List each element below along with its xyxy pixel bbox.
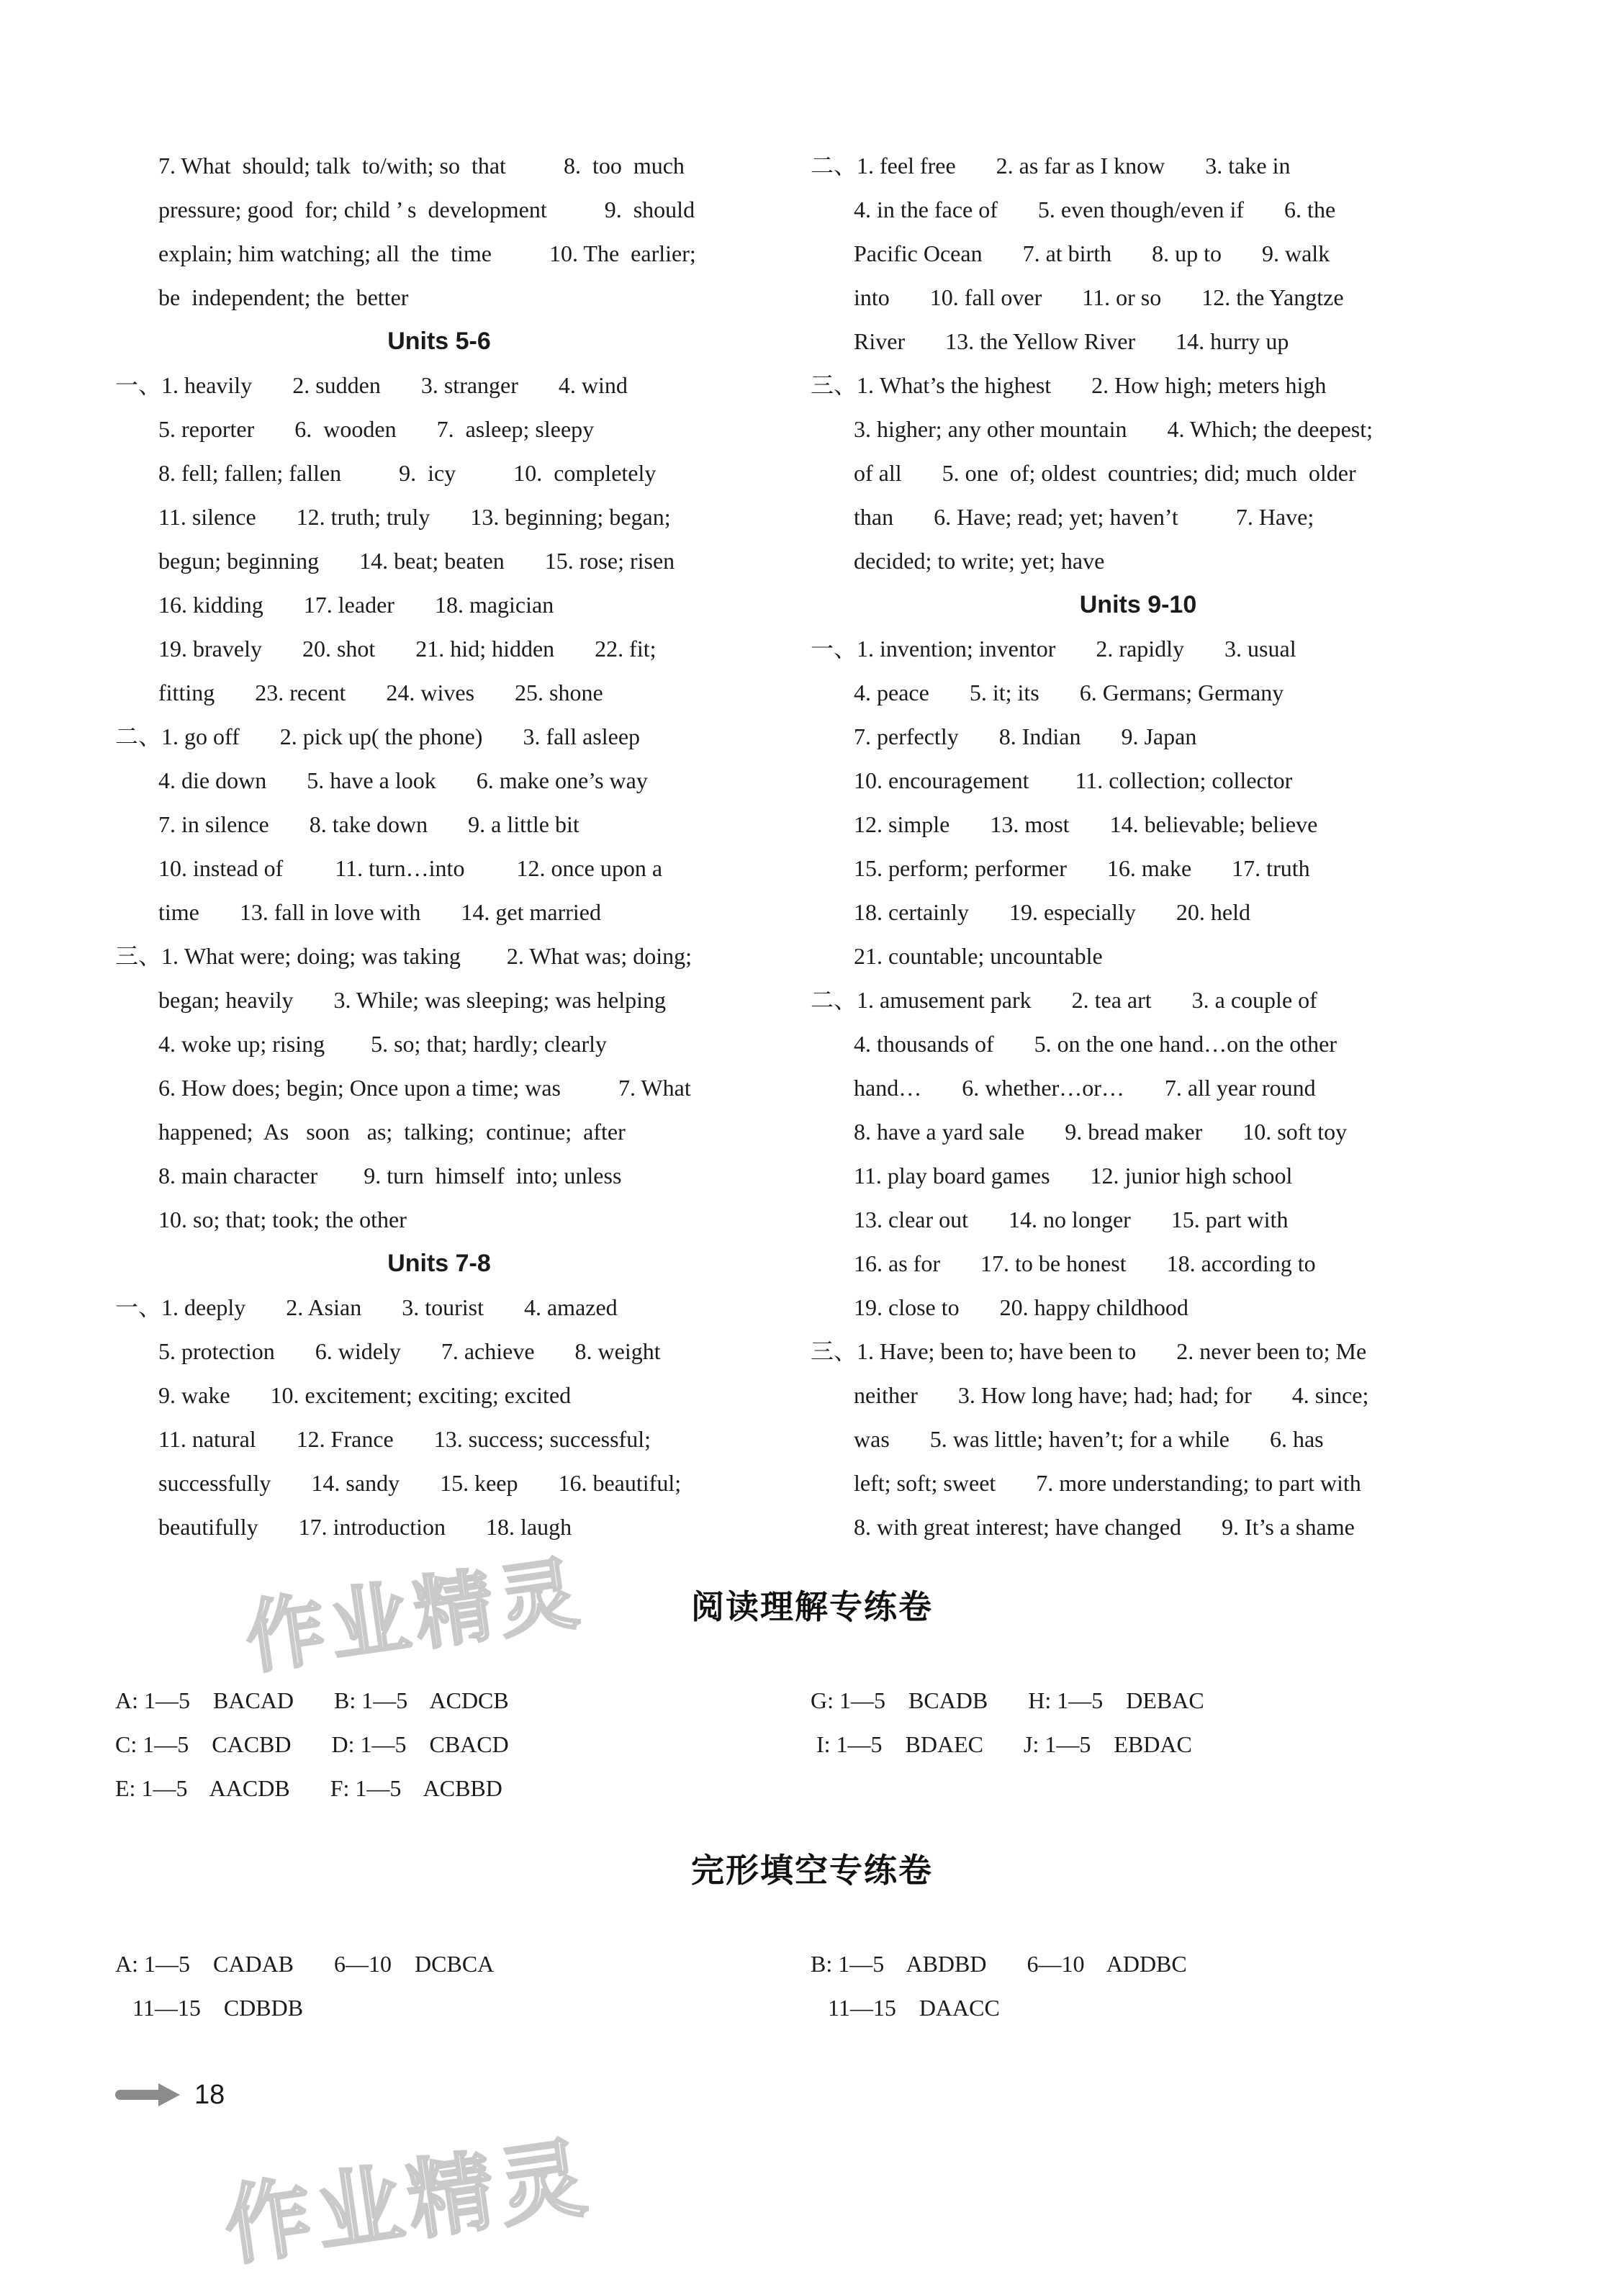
answer-line: 7. What should; talk to/with; so that 8. too much [158, 153, 685, 179]
answer-line: into 10. fall over 11. or so 12. the Yangtze [854, 284, 1344, 310]
answer-line: 三、1. What were; doing; was taking 2. What was; doing; [115, 943, 693, 969]
answer-line: time 13. fall in love with 14. get married [158, 899, 601, 925]
answer-line: 15. perform; performer 16. make 17. truth [854, 855, 1310, 881]
watermark-logo: 作业精灵 [240, 1546, 590, 1685]
answer-line: 6. How does; begin; Once upon a time; was 7. What [158, 1075, 691, 1101]
cloze-section-title: 完形填空专练卷 [691, 1851, 933, 1890]
answer-line: 一、1. deeply 2. Asian 3. tourist 4. amazed [115, 1294, 618, 1320]
answer-line: 12. simple 13. most 14. believable; believe [854, 811, 1318, 837]
answer-line: 8. fell; fallen; fallen 9. icy 10. completely [158, 460, 657, 486]
answer-line: 4. in the face of 5. even though/even if 6. the [854, 197, 1336, 222]
answer-line: 7. in silence 8. take down 9. a little bit [158, 811, 579, 837]
answer-line: 三、1. Have; been to; have been to 2. never been to; Me [811, 1338, 1367, 1364]
reading-answer-row: G: 1—5 BCADB H: 1—5 DEBAC [811, 1687, 1204, 1713]
answer-line: 一、1. invention; inventor 2. rapidly 3. usual [811, 636, 1296, 662]
cloze-answer-row: 11—15 DAACC [811, 1995, 1000, 2021]
unit-heading: Units 7-8 [387, 1250, 491, 1277]
answer-line: successfully 14. sandy 15. keep 16. beautiful; [158, 1470, 682, 1496]
answer-line: 3. higher; any other mountain 4. Which; the deepest; [854, 416, 1373, 442]
answer-line: 二、1. feel free 2. as far as I know 3. take in [811, 153, 1291, 179]
answer-line: 19. close to 20. happy childhood [854, 1294, 1188, 1320]
answer-line: 5. reporter 6. wooden 7. asleep; sleepy [158, 416, 595, 442]
answer-line: 16. kidding 17. leader 18. magician [158, 592, 554, 618]
watermark-logo-bottom: 作业精灵 [218, 2127, 598, 2278]
answer-line: fitting 23. recent 24. wives 25. shone [158, 680, 603, 705]
answer-line: 10. encouragement 11. collection; collector [854, 767, 1293, 793]
cloze-answer-row: B: 1—5 ABDBD 6—10 ADDBC [811, 1951, 1187, 1977]
answer-line: 8. main character 9. turn himself into; unless [158, 1163, 622, 1189]
answer-line: 二、1. go off 2. pick up( the phone) 3. fall asleep [115, 723, 641, 749]
answer-line: 11. natural 12. France 13. success; successful; [158, 1426, 651, 1452]
answer-line: of all 5. one of; oldest countries; did; much older [854, 460, 1356, 486]
answer-line: 19. bravely 20. shot 21. hid; hidden 22. fit; [158, 636, 657, 662]
reading-answer-row: E: 1—5 AACDB F: 1—5 ACBBD [115, 1775, 502, 1801]
answer-line: River 13. the Yellow River 14. hurry up [854, 328, 1289, 354]
answer-line: 13. clear out 14. no longer 15. part with [854, 1207, 1289, 1232]
answer-line: 8. have a yard sale 9. bread maker 10. soft toy [854, 1119, 1348, 1145]
answer-line: Pacific Ocean 7. at birth 8. up to 9. walk [854, 240, 1330, 266]
answer-line: 三、1. What’s the highest 2. How high; meters high [811, 372, 1327, 398]
answer-line: happened; As soon as; talking; continue; after [158, 1119, 626, 1145]
answer-line: 21. countable; uncountable [854, 943, 1103, 969]
answer-line: 二、1. amusement park 2. tea art 3. a couple of [811, 987, 1317, 1013]
answer-line: explain; him watching; all the time 10. The earlier; [158, 240, 696, 266]
answer-line: than 6. Have; read; yet; haven’t 7. Have; [854, 504, 1314, 530]
answer-line: 11. play board games 12. junior high school [854, 1163, 1293, 1189]
answer-line: 10. so; that; took; the other [158, 1207, 407, 1232]
answer-line: 7. perfectly 8. Indian 9. Japan [854, 723, 1197, 749]
answer-line: 10. instead of 11. turn…into 12. once upon a [158, 855, 663, 881]
answer-line: 5. protection 6. widely 7. achieve 8. weight [158, 1338, 661, 1364]
cloze-answer-row: 11—15 CDBDB [115, 1995, 304, 2021]
page-number-block [115, 2073, 225, 2116]
answer-line: pressure; good for; child ’ s development 9. should [158, 197, 695, 222]
right-answer-column [811, 144, 1466, 1549]
answer-line: 4. peace 5. it; its 6. Germans; Germany [854, 680, 1284, 705]
cloze-answer-row: A: 1—5 CADAB 6—10 DCBCA [115, 1951, 495, 1977]
answer-line: 4. die down 5. have a look 6. make one’s way [158, 767, 648, 793]
reading-answer-row: A: 1—5 BACAD B: 1—5 ACDCB [115, 1687, 509, 1713]
answer-line: hand… 6. whether…or… 7. all year round [854, 1075, 1316, 1101]
page-number: 18 [194, 2079, 225, 2110]
answer-line: 4. thousands of 5. on the one hand…on the other [854, 1031, 1337, 1057]
left-answer-column [115, 144, 763, 1549]
answer-line: 18. certainly 19. especially 20. held [854, 899, 1250, 925]
answer-line: 8. with great interest; have changed 9. It’s a shame [854, 1514, 1355, 1540]
answer-line: was 5. was little; haven’t; for a while 6. has [854, 1426, 1324, 1452]
answer-line: be independent; the better [158, 284, 409, 310]
answer-line: 11. silence 12. truth; truly 13. beginning; began; [158, 504, 671, 530]
reading-answer-row: I: 1—5 BDAEC J: 1—5 EBDAC [811, 1731, 1192, 1757]
answer-line: began; heavily 3. While; was sleeping; was helping [158, 987, 667, 1013]
answer-line: left; soft; sweet 7. more understanding; to part with [854, 1470, 1361, 1496]
answer-line: 16. as for 17. to be honest 18. according to [854, 1250, 1316, 1276]
answer-line: 9. wake 10. excitement; exciting; excited [158, 1382, 572, 1408]
reading-section-title: 阅读理解专练卷 [691, 1587, 933, 1626]
answer-line: neither 3. How long have; had; had; for 4. since; [854, 1382, 1369, 1408]
answer-line: decided; to write; yet; have [854, 548, 1105, 574]
answer-line: begun; beginning 14. beat; beaten 15. rose; risen [158, 548, 675, 574]
reading-answer-row: C: 1—5 CACBD D: 1—5 CBACD [115, 1731, 509, 1757]
unit-heading: Units 9-10 [1079, 591, 1197, 618]
answer-line: 4. woke up; rising 5. so; that; hardly; clearly [158, 1031, 607, 1057]
unit-heading: Units 5-6 [387, 328, 491, 355]
arrow-right-icon [115, 2080, 181, 2109]
answer-line: 一、1. heavily 2. sudden 3. stranger 4. wind [115, 372, 628, 398]
answer-line: beautifully 17. introduction 18. laugh [158, 1514, 572, 1540]
